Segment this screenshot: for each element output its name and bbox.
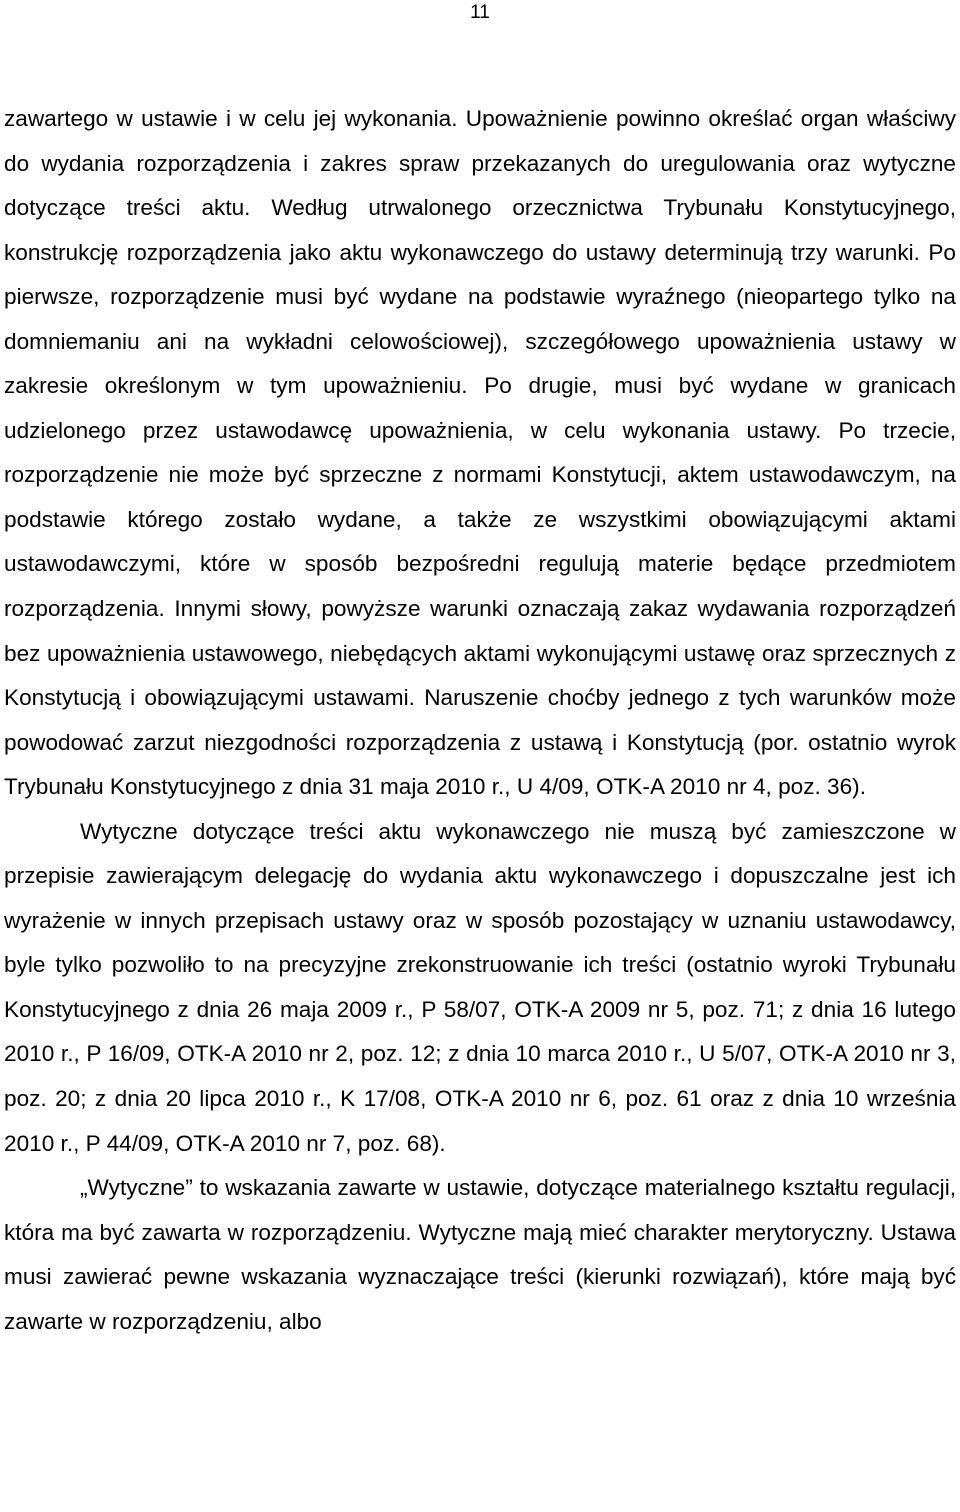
- paragraph-definition: „Wytyczne” to wskazania zawarte w ustawie, dotyczące materialnego kształtu regulacji, która ma być zawarta w rozporządzeniu. Wytyczne mają mieć charakter merytoryczny. Ustawa musi zawierać pewne wskazania wyznaczające treści (kierunki rozwiązań), które mają być zawarte w rozporządzeniu, albo: [4, 1175, 956, 1334]
- paragraph-guidelines: Wytyczne dotyczące treści aktu wykonawczego nie muszą być zamieszczone w przepisie zawierającym delegację do wydania aktu wykonawczego i dopuszczalne jest ich wyrażenie w innych przepisach ustawy oraz w sposób pozostający w uznaniu ustawodawcy, byle tylko pozwoliło to na precyzyjne zrekonstruowanie ich treści (ostatnio wyroki Trybunału Konstytucyjnego z dnia 26 maja 2009 r., P 58/07, OTK-A 2009 nr 5, poz. 71; z dnia 16 lutego 2010 r., P 16/09, OTK-A 2010 nr 2, poz. 12; z dnia 10 marca 2010 r., U 5/07, OTK-A 2010 nr 3, poz. 20; z dnia 20 lipca 2010 r., K 17/08, OTK-A 2010 nr 6, poz. 61 oraz z dnia 10 września 2010 r., P 44/09, OTK-A 2010 nr 7, poz. 68).: [4, 818, 956, 1156]
- document-body: [4, 97, 956, 1344]
- paragraph-continuation: zawartego w ustawie i w celu jej wykonania. Upoważnienie powinno określać organ właściwy do wydania rozporządzenia i zakres spraw przekazanych do uregulowania oraz wytyczne dotyczące treści aktu. Według utrwalonego orzecznictwa Trybunału Konstytucyjnego, konstrukcję rozporządzenia jako aktu wykonawczego do ustawy determinują trzy warunki. Po pierwsze, rozporządzenie musi być wydane na podstawie wyraźnego (nieopartego tylko na domniemaniu ani na wykładni celowościowej), szczegółowego upoważnienia ustawy w zakresie określonym w tym upoważnieniu. Po drugie, musi być wydane w granicach udzielonego przez ustawodawcę upoważnienia, w celu wykonania ustawy. Po trzecie, rozporządzenie nie może być sprzeczne z normami Konstytucji, aktem ustawodawczym, na podstawie którego zostało wydane, a także ze wszystkimi obowiązującymi aktami ustawodawczymi, które w sposób bezpośredni regulują materie będące przedmiotem rozporządzenia. Innymi słowy, powyższe warunki oznaczają zakaz wydawania rozporządzeń bez upoważnienia ustawowego, niebędących aktami wykonującymi ustawę oraz sprzecznych z Konstytucją i obowiązującymi ustawami. Naruszenie choćby jednego z tych warunków może powodować zarzut niezgodności rozporządzenia z ustawą i Konstytucją (por. ostatnio wyrok Trybunału Konstytucyjnego z dnia 31 maja 2010 r., U 4/09, OTK-A 2010 nr 4, poz. 36).: [4, 106, 956, 800]
- page-number: 11: [470, 2, 490, 23]
